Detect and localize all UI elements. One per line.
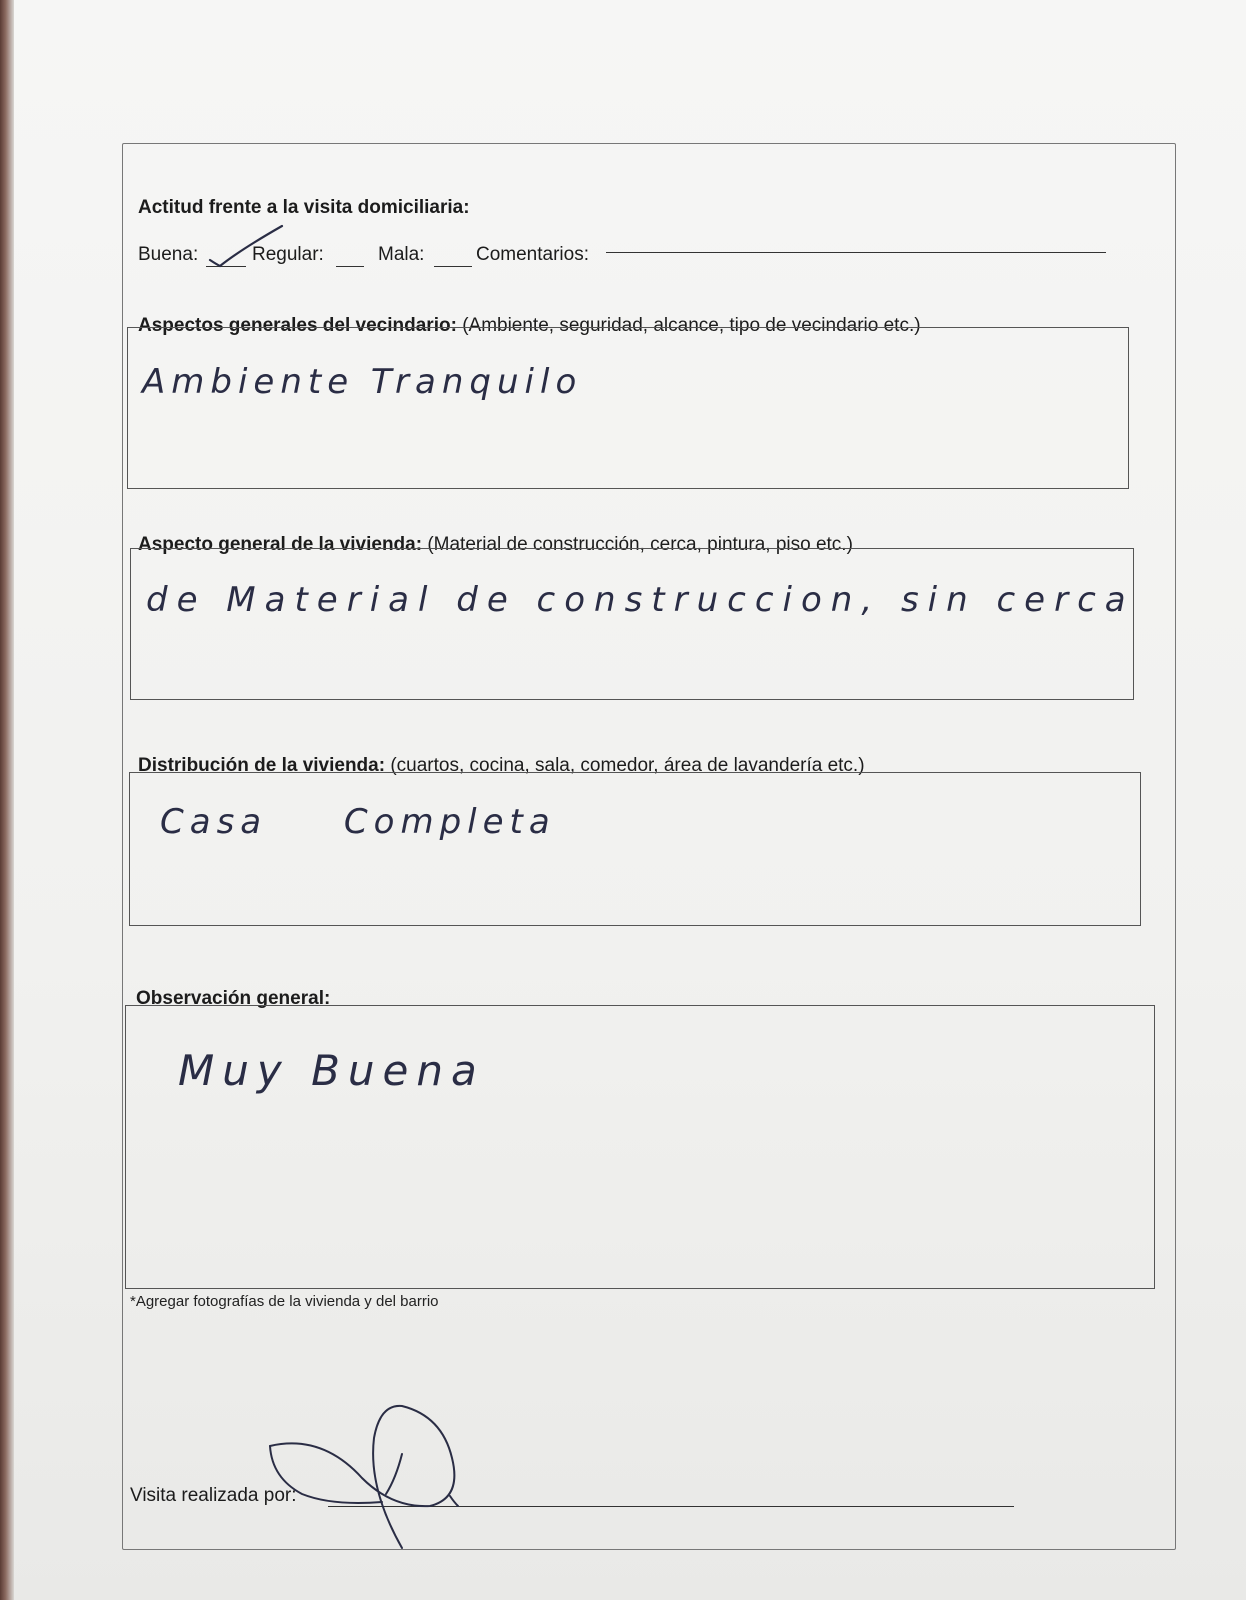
comentarios-line[interactable]: [606, 252, 1106, 253]
observation-answer: Muy Buena: [178, 1046, 485, 1095]
mala-label: Mala:: [378, 244, 425, 265]
distribution-answer-box[interactable]: [129, 772, 1141, 926]
signature-icon: [262, 1398, 482, 1558]
neighborhood-hint: (Ambiente, seguridad, alcance, tipo de vecindario etc.): [462, 315, 921, 336]
house-aspect-answer-box[interactable]: [130, 548, 1134, 700]
neighborhood-heading: Aspectos generales del vecindario:: [138, 315, 457, 336]
regular-label: Regular:: [252, 244, 324, 265]
comentarios-label: Comentarios:: [476, 244, 589, 265]
visit-label: Visita realizada por:: [130, 1485, 297, 1506]
neighborhood-answer-box[interactable]: [127, 327, 1129, 489]
regular-blank[interactable]: [336, 266, 364, 267]
observation-heading: Observación general:: [136, 988, 331, 1009]
desk-edge: [0, 0, 14, 1600]
photos-footnote: *Agregar fotografías de la vivienda y del barrio: [130, 1293, 439, 1310]
mala-blank[interactable]: [434, 266, 472, 267]
attitude-heading: Actitud frente a la visita domiciliaria:: [138, 197, 470, 218]
house-aspect-answer: de Material de construccion, sin cerca: [146, 580, 1135, 620]
buena-label: Buena:: [138, 244, 199, 265]
house-aspect-heading: Aspecto general de la vivienda:: [138, 534, 423, 555]
distribution-hint: (cuartos, cocina, sala, comedor, área de lavandería etc.): [390, 755, 865, 776]
distribution-heading: Distribución de la vivienda:: [138, 755, 386, 776]
distribution-answer: Casa Completa: [160, 802, 556, 842]
house-aspect-hint: (Material de construcción, cerca, pintura, piso etc.): [427, 534, 853, 555]
neighborhood-answer: Ambiente Tranquilo: [142, 362, 583, 402]
